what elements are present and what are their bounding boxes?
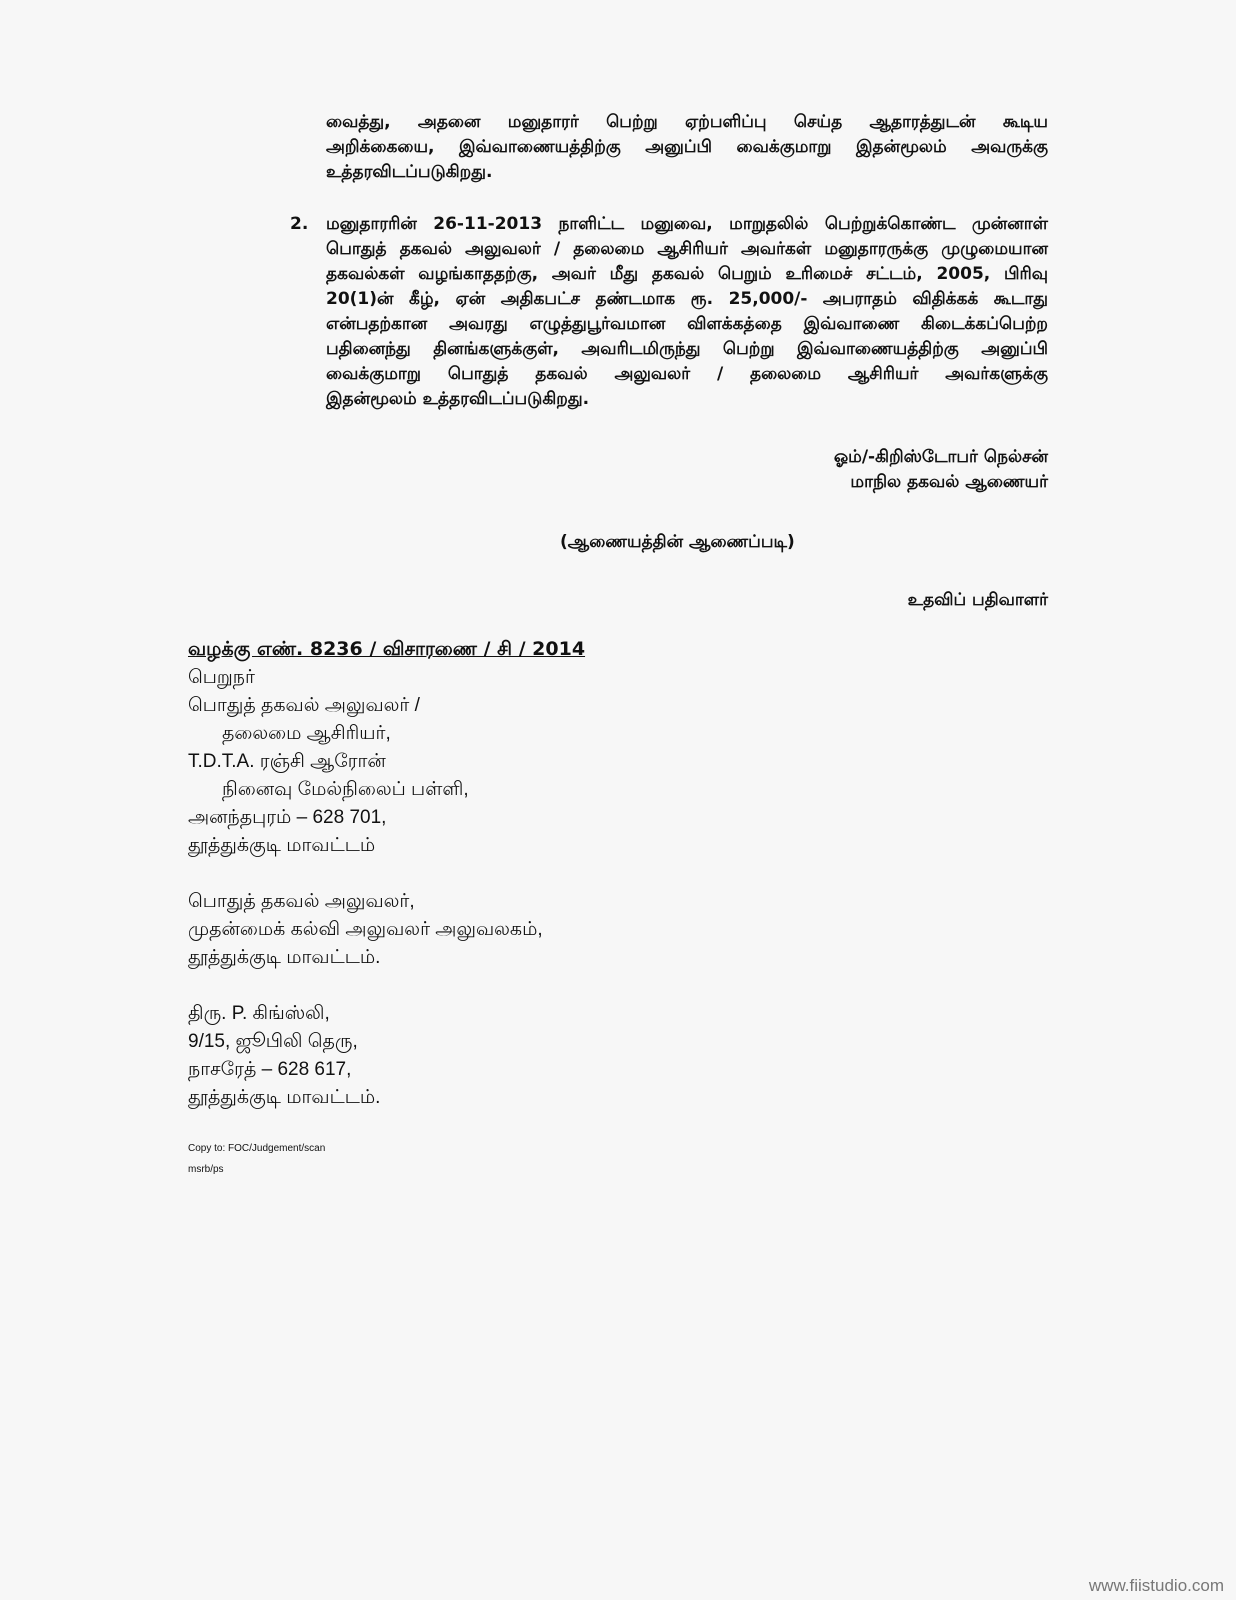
watermark: www.fiistudio.com xyxy=(1088,1576,1224,1595)
signature-name: ஓம்/-கிறிஸ்டோபர் நெல்சன் xyxy=(833,447,1048,467)
recipient3-line-2: 9/15, ஜூபிலி தெரு, xyxy=(188,1031,358,1052)
recipients-heading: பெறுநர் xyxy=(188,667,255,688)
para1-line-3: உத்தரவிடப்படுகிறது. xyxy=(326,162,493,182)
recipient1-line-5: அனந்தபுரம் – 628 701, xyxy=(188,807,387,828)
recipient3-line-1: திரு. P. கிங்ஸ்லி, xyxy=(188,1003,330,1024)
recipient3-line-4: தூத்துக்குடி மாவட்டம். xyxy=(188,1087,381,1108)
para1-line-1: வைத்து, அதனை மனுதாரர் பெற்று ஏற்பளிப்பு செய்த ஆதாரத்துடன் கூடிய xyxy=(326,112,1048,132)
para2-line-2: பொதுத் தகவல் அலுவலர் / தலைமை ஆசிரியர் அவர்கள் மனுதாரருக்கு முழுமையான xyxy=(326,239,1048,259)
recipient2-line-3: தூத்துக்குடி மாவட்டம். xyxy=(188,947,381,968)
para2-line-6: பதினைந்து தினங்களுக்குள், அவரிடமிருந்து பெற்று இவ்வாணையத்திற்கு அனுப்பி xyxy=(326,339,1048,359)
para2-line-4: 20(1)ன் கீழ், ஏன் அதிகபட்ச தண்டமாக ரூ. 25,000/- அபராதம் விதிக்கக் கூடாது xyxy=(326,289,1048,309)
recipient2-line-2: முதன்மைக் கல்வி அலுவலர் அலுவலகம், xyxy=(188,919,543,940)
initials-note: msrb/ps xyxy=(188,1164,224,1175)
recipient1-line-2: தலைமை ஆசிரியர், xyxy=(222,723,391,744)
assistant-registrar: உதவிப் பதிவாளர் xyxy=(907,590,1048,610)
recipient3-line-3: நாசரேத் – 628 617, xyxy=(188,1059,352,1080)
recipient1-line-4: நினைவு மேல்நிலைப் பள்ளி, xyxy=(222,779,469,800)
recipient1-line-1: பொதுத் தகவல் அலுவலர் / xyxy=(188,695,420,716)
recipient1-line-3: T.D.T.A. ரஞ்சி ஆரோன் xyxy=(188,751,386,772)
copy-to-note: Copy to: FOC/Judgement/scan xyxy=(188,1143,326,1154)
recipient2-line-1: பொதுத் தகவல் அலுவலர், xyxy=(188,891,415,912)
signature-designation: மாநில தகவல் ஆணையர் xyxy=(850,472,1048,492)
case-number: வழக்கு எண். 8236 / விசாரணை / சி / 2014 xyxy=(188,638,586,660)
para2-line-1: மனுதாரரின் 26-11-2013 நாளிட்ட மனுவை, மாறுதலில் பெற்றுக்கொண்ட முன்னாள் xyxy=(326,214,1048,234)
recipient1-line-6: தூத்துக்குடி மாவட்டம் xyxy=(188,835,376,856)
para2-line-8: இதன்மூலம் உத்தரவிடப்படுகிறது. xyxy=(326,389,590,409)
para2-line-3: தகவல்கள் வழங்காததற்கு, அவர் மீது தகவல் பெறும் உரிமைச் சட்டம், 2005, பிரிவு xyxy=(326,264,1048,284)
order-note: (ஆணையத்தின் ஆணைப்படி) xyxy=(560,532,795,552)
para2-number: 2. xyxy=(290,214,309,234)
para2-line-5: என்பதற்கான அவரது எழுத்துபூர்வமான விளக்கத்தை இவ்வாணை கிடைக்கப்பெற்ற xyxy=(326,314,1048,334)
para1-line-2: அறிக்கையை, இவ்வாணையத்திற்கு அனுப்பி வைக்குமாறு இதன்மூலம் அவருக்கு xyxy=(326,137,1048,157)
para2-line-7: வைக்குமாறு பொதுத் தகவல் அலுவலர் / தலைமை ஆசிரியர் அவர்களுக்கு xyxy=(326,364,1048,384)
